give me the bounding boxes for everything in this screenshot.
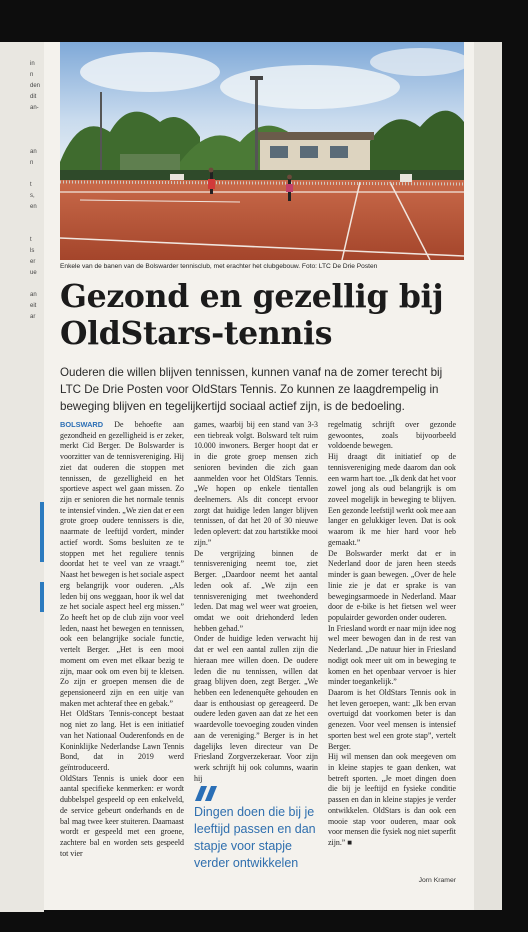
adjacent-text-fragment: t	[30, 182, 32, 188]
adjacent-text-fragment: er	[30, 259, 36, 265]
pull-quote-text: Dingen doen die bij je leeftijd passen en dan stapje voor stapje verder ontwikkelen	[194, 805, 316, 870]
adjacent-page-strip	[0, 42, 44, 912]
pull-quote	[194, 784, 318, 872]
paragraph: BOLSWARD De behoefte aan gezondheid en gezelligheid is er zeker, merkt Cid Berger. De Bolswarder is voorzitter van de tennisvereniging. Hij ziet dat ouderen die stoppen met tennissen, de gezelligheid en het sportieve aspect wel gaan missen. Zo zijn er senioren die het normale tennis te intensief vinden. „We zien dat er een grote groep oudere tennissers is die, naarmate de leeftijd vordert, minder actief wordt. Soms besluiten ze te stoppen met het reguliere tennis doordat het te veel van ze vraagt.” Naast het bewegen is het sociale aspect erg belangrijk voor ouderen. „Als leden bij ons weggaan, hoor ik wel dat ze het sociale aspect heel erg missen.” Zo heeft het op de club zijn voor veel leden, naast het bewegen en tennissen, ook een belangrijke sociale functie, vertelt Berger. „Het is een mooi moment om even met elkaar bezig te zijn, maar ook om even bij te kletsen. Zo zijn er groepen mensen die de gepensioneerd zijn en een uitje van maken met achteraf thee en gebak.”	[60, 420, 185, 708]
paragraph: Daarom is het OldStars Tennis ook in het leven geroepen, want: „Ik ben ervan overtuigd dat voorkomen beter is dan genezen. Voor veel mensen is intensief sporten best wel een grote stap”, vertelt Berger.	[328, 687, 456, 751]
article-column-1	[60, 420, 184, 859]
paragraph: games, waarbij bij een stand van 3-3 een tiebreak volgt. Bolsward telt ruim 10.000 inwoners. Berger hoopt dat er in die grote groep mensen zich senioren bevinden die zich gaan aanmelden voor het OldStars Tennis. „We hopen op enkele tientallen deelnemers. Als dit concept ervoor zorgt dat huidige leden langer blijven tennissen, of dat het 20 of 30 nieuwe leden oplevert: dat zou hartstikke mooi zijn.”	[194, 420, 318, 547]
adjacent-text-fragment: eit	[30, 303, 37, 309]
adjacent-text-fragment: an-	[30, 105, 39, 111]
adjacent-text-fragment: s,	[30, 193, 35, 199]
paragraph: Hij draagt dit initiatief op de tennisvereniging mede daarom dan ook een warm hart toe. „Ik denk dat het voor zowel jong als oud belangrijk is om zoveel mogelijk in beweging te blijven. Een gezonde leefstijl werkt ook mee aan langer en gelukkiger leven. Dat is ook waarom ik me hier hard voor heb gemaakt.”	[328, 452, 456, 547]
page-edge	[474, 42, 502, 910]
adjacent-text-fragment: ue	[30, 270, 37, 276]
lead-paragraph: Ouderen die willen blijven tennissen, kunnen vanaf na de zomer terecht bij LTC De Drie Posten voor OldStars Tennis. Zo kunnen ze laagdrempelig in beweging blijven en tegelijkertijd sociaal actief zijn, is de bedoeling.	[60, 366, 443, 413]
paragraph: regelmatig schrijft over gezonde gewoontes, zoals bijvoorbeeld voldoende bewegen.	[328, 420, 456, 451]
article-column-3	[328, 420, 456, 849]
headline-line-1: Gezond en gezellig bij	[60, 278, 444, 315]
adjacent-text-fragment: ls	[30, 248, 35, 254]
paragraph: De Bolswarder merkt dat er in Nederland door de jaren heen steeds minder is gaan bewegen. „Over de hele linie zie je dat er sprake is van bewegingsarmoede in Nederland. Maar door de e-bike is het fietsen wel weer populairder geworden onder ouderen.	[328, 548, 456, 622]
adjacent-text-fragment: n	[30, 160, 34, 166]
byline: Jorn Kramer	[418, 877, 456, 884]
paragraph: Het OldStars Tennis-concept bestaat nog niet zo lang. Het is een initiatief van het Nationaal Ouderenfonds en de Koninklijke Nederlandse Lawn Tennis Bond, dat in 2019 werd geïntroduceerd.	[60, 709, 184, 772]
adjacent-text-fragment: in	[30, 61, 35, 67]
adjacent-text-fragment: den	[30, 83, 41, 89]
adjacent-text-fragment: an	[30, 149, 37, 155]
adjacent-text-fragment: dit	[30, 94, 37, 100]
paragraph: De vergrijzing binnen de tennisvereniging neemt toe, ziet Berger. „Daardoor neemt het aantal leden ook af. „We zijn een tennisvereniging met tweehonderd leden. Dat mag wel weer wat groeien, omdat we ooit driehonderd leden hebben gehad.”	[194, 548, 318, 633]
adjacent-text-fragment: en	[30, 204, 37, 210]
tennis-court-photo	[60, 42, 464, 260]
paragraph: Onder de huidige leden verwacht hij dat er wel een aantal zullen zijn die hieraan mee willen doen. De oudere leden die nu tennissen, willen dat graag blijven doen, zegt Berger. „We hebben een ledenenquête gehouden en daar is enthousiast op gereageerd. De oudere leden gaven aan dat ze het een waardevolle toevoeging zouden vinden aan de vereniging.” Berger is in het dagelijks leven directeur van De Friesland Zorgverzekeraar. Voor zijn werk schrijft hij ook columns, waarin hij	[194, 634, 318, 783]
newspaper-page	[44, 42, 474, 910]
paragraph: Hij wil mensen dan ook meegeven om in kleine stapjes te gaan denken, wat betreft sporten. „Je moet dingen doen die bij je leeftijd en fysieke conditie passen en dan in kleine stapjes je verder ontwikkelen. OldStars is dan ook een mooie stap voor ouderen, maar ook voor mensen die fysiek nog niet superfit zijn.” ■	[328, 752, 456, 848]
photo-caption: Enkele van de banen van de Bolswarder tennisclub, met erachter het clubgebouw. Foto: LTC De Drie Posten	[60, 263, 378, 270]
article-column-2	[194, 420, 318, 784]
headline	[60, 278, 464, 352]
headline-line-2: OldStars-tennis	[60, 315, 333, 352]
quote-mark-icon	[194, 784, 220, 802]
dateline: BOLSWARD	[60, 420, 104, 429]
paragraph: OldStars Tennis is uniek door een aantal specifieke kenmerken: er wordt dubbelspel gespeeld op een enkelveld, de service gebeurt onderhands en de bal mag twee keer stuiteren. Daarnaast wordt er gespeeld met een groene, zachtere bal en worden sets gespeeld tot vier	[60, 773, 184, 858]
adjacent-text-fragment: ar	[30, 314, 36, 320]
adjacent-text-fragment: an	[30, 292, 37, 298]
adjacent-text-fragment: n	[30, 72, 34, 78]
paragraph: In Friesland wordt er naar mijn idee nog wel meer bewogen dan in de rest van Nederland. „De natuur hier in Friesland nodigt ook meer uit om in beweging te komen en het openbaar vervoer is hier minder toegankelijk.”	[328, 623, 456, 687]
adjacent-text-fragment: t	[30, 237, 32, 243]
